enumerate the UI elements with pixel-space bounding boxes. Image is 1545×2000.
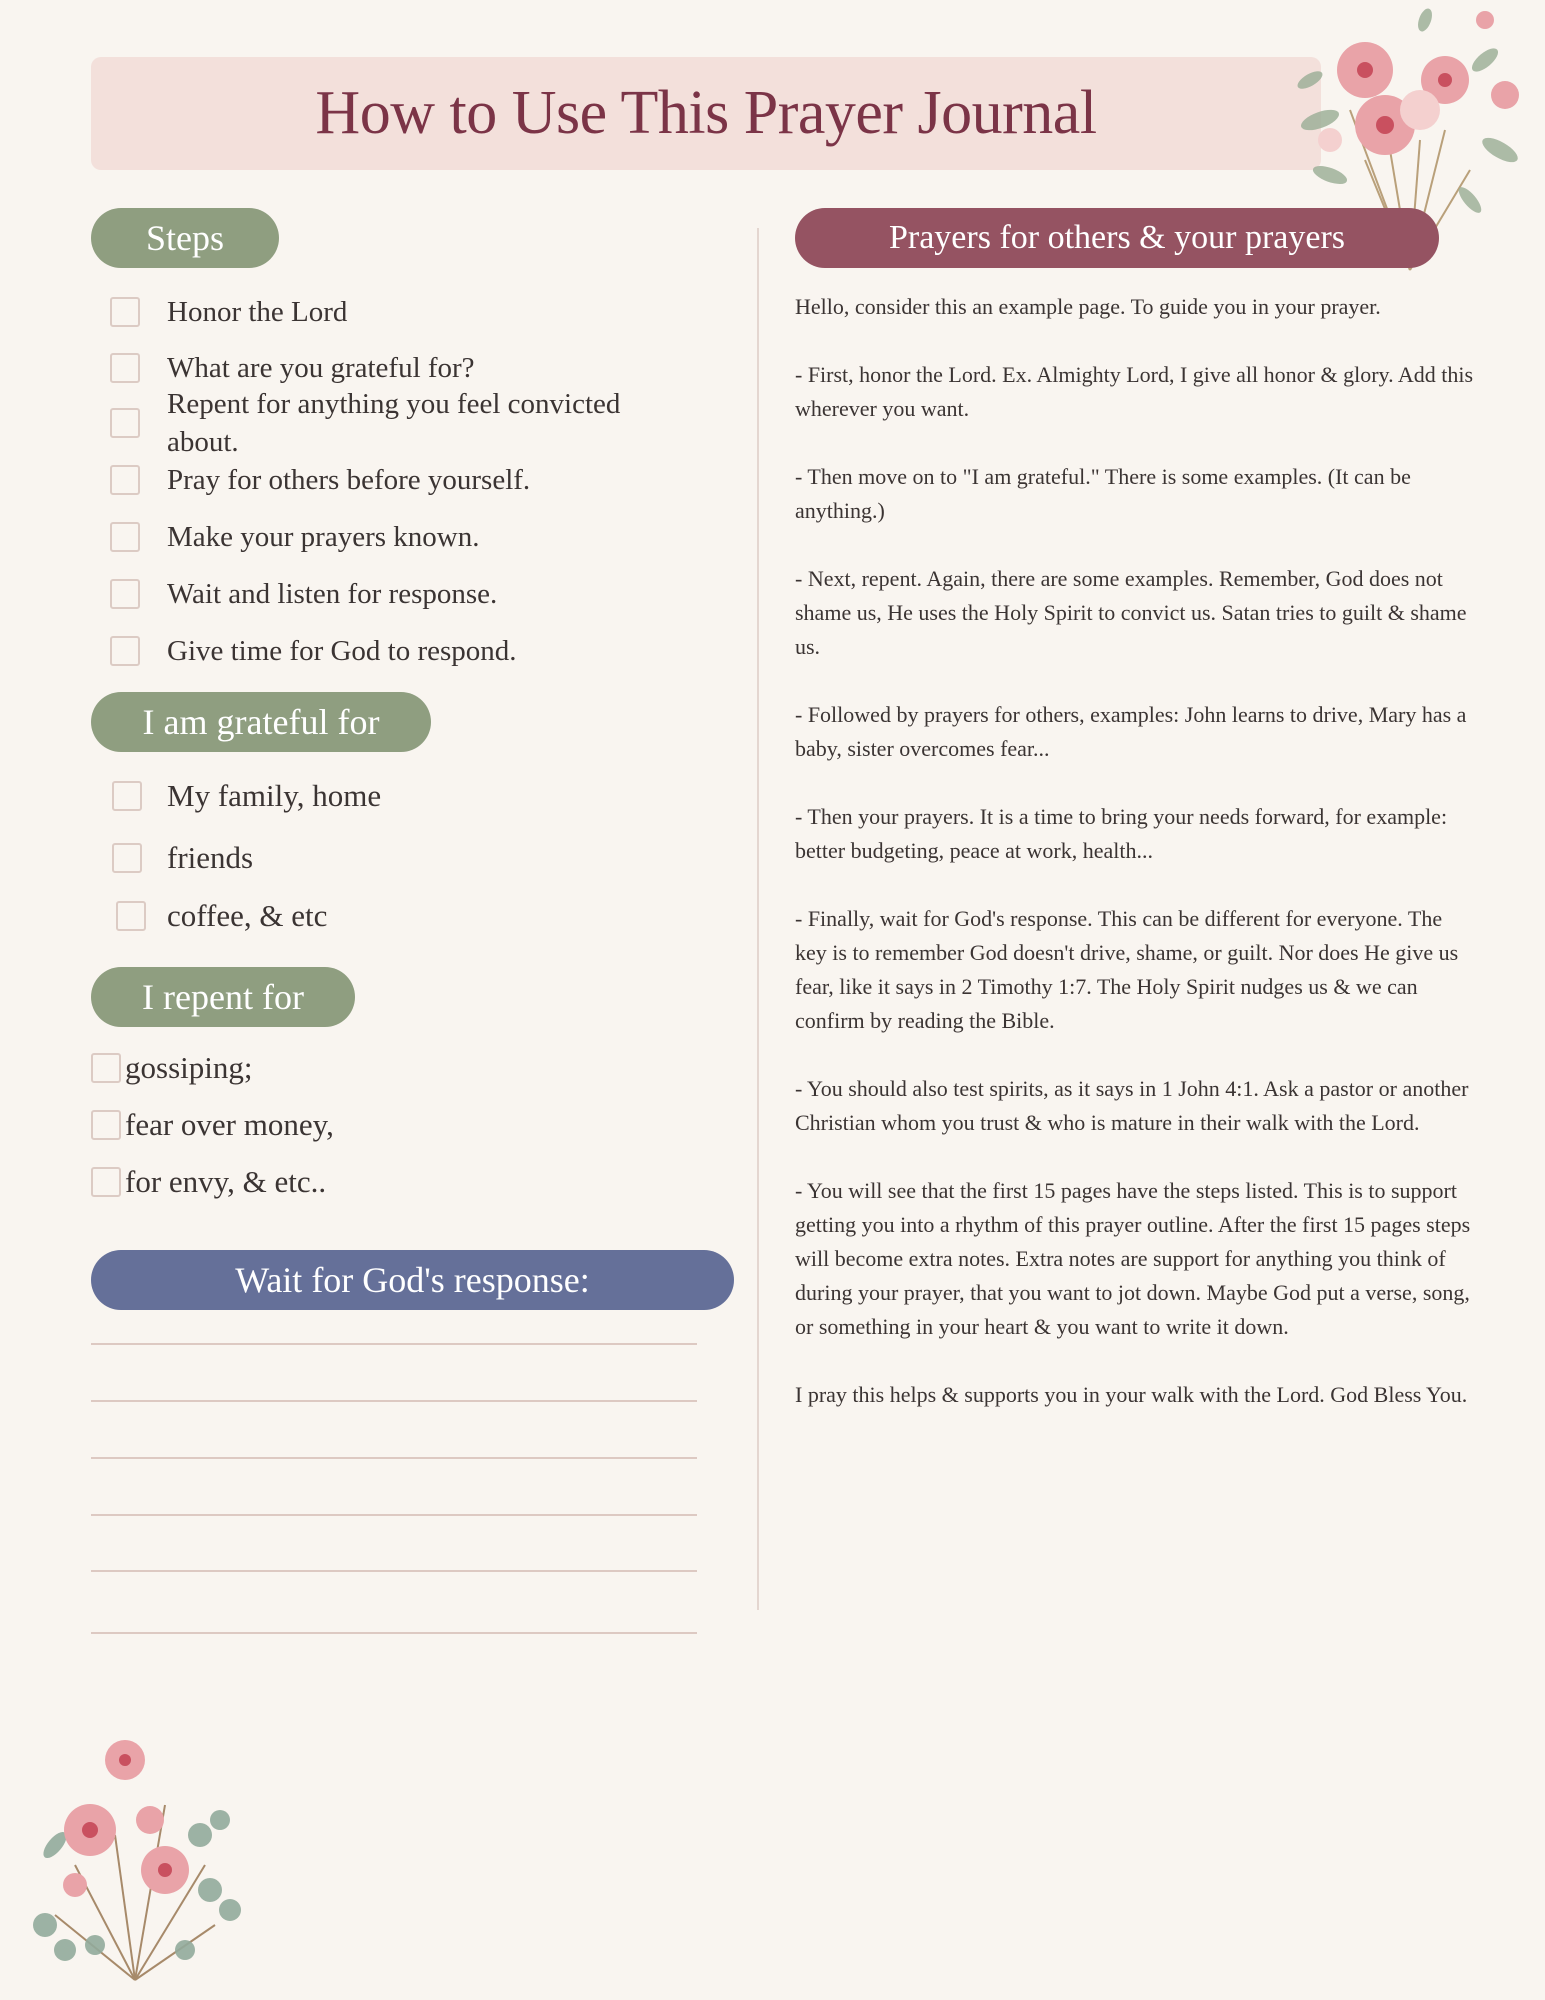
step-label: Repent for anything you feel convicted about. xyxy=(167,388,621,458)
writing-line[interactable] xyxy=(91,1457,697,1459)
instruction-paragraph: - Then move on to "I am grateful." There is some examples. (It can be anything.) xyxy=(795,464,1411,523)
grateful-item[interactable] xyxy=(112,839,253,877)
steps-heading-label: Steps xyxy=(145,218,224,258)
steps-heading xyxy=(91,208,279,268)
repent-item[interactable] xyxy=(91,1106,334,1144)
writing-line[interactable] xyxy=(91,1400,697,1402)
writing-line[interactable] xyxy=(91,1343,697,1345)
response-heading xyxy=(91,1250,734,1310)
checkbox[interactable] xyxy=(112,781,142,811)
writing-line[interactable] xyxy=(91,1514,697,1516)
grateful-heading xyxy=(91,692,431,752)
steps-item[interactable] xyxy=(110,575,497,613)
checkbox[interactable] xyxy=(110,465,140,495)
grateful-label: coffee, & etc xyxy=(167,898,328,933)
repent-item[interactable] xyxy=(91,1049,252,1087)
steps-item[interactable] xyxy=(110,632,517,670)
checkbox[interactable] xyxy=(110,636,140,666)
prayers-heading xyxy=(795,208,1439,268)
steps-item[interactable] xyxy=(110,349,475,387)
floral-sprig-icon xyxy=(15,1725,255,1985)
instruction-paragraph: - Finally, wait for God's response. This can be different for everyone. The key is to remember God doesn't drive, shame, or guilt. Nor does He give us fear, like it says in 2 Timothy 1:7. The Holy Spirit nudges us & we can confirm by reading the Bible. xyxy=(795,906,1459,1033)
checkbox[interactable] xyxy=(112,843,142,873)
checkbox[interactable] xyxy=(110,408,140,438)
steps-item[interactable] xyxy=(110,518,479,556)
checkbox[interactable] xyxy=(110,297,140,327)
checkbox[interactable] xyxy=(110,353,140,383)
grateful-item[interactable] xyxy=(112,777,381,815)
page-title: How to Use This Prayer Journal xyxy=(315,79,1097,147)
repent-label: fear over money, xyxy=(125,1107,334,1142)
checkbox[interactable] xyxy=(116,901,146,931)
title-banner xyxy=(91,57,1321,170)
instruction-paragraph: I pray this helps & supports you in your walk with the Lord. God Bless You. xyxy=(795,1382,1468,1407)
grateful-item[interactable] xyxy=(116,897,327,935)
writing-line[interactable] xyxy=(91,1632,697,1634)
instruction-paragraph: - Then your prayers. It is a time to bring your needs forward, for example: better budgeting, peace at work, health... xyxy=(795,804,1448,863)
step-label: Make your prayers known. xyxy=(167,521,480,553)
instruction-paragraph: Hello, consider this an example page. To guide you in your prayer. xyxy=(795,294,1381,319)
steps-item[interactable] xyxy=(110,385,667,461)
response-heading-label: Wait for God's response: xyxy=(235,1260,590,1300)
repent-label: for envy, & etc.. xyxy=(125,1164,327,1199)
instruction-paragraph: - Next, repent. Again, there are some examples. Remember, God does not shame us, He uses the Holy Spirit to convict us. Satan tries to guilt & shame us. xyxy=(795,566,1467,659)
checkbox[interactable] xyxy=(91,1110,121,1140)
instruction-paragraph: - First, honor the Lord. Ex. Almighty Lord, I give all honor & glory. Add this wherever you want. xyxy=(795,362,1474,421)
writing-line[interactable] xyxy=(91,1570,697,1572)
repent-heading xyxy=(91,967,355,1027)
checkbox[interactable] xyxy=(110,522,140,552)
instruction-paragraph: - You will see that the first 15 pages have the steps listed. This is to support getting you into a rhythm of this prayer outline. After the first 15 pages steps will become extra notes. Extra notes are support for anything you think of during your prayer, that you want to jot down. Maybe God put a verse, song, or something in your heart & you want to write it down. xyxy=(795,1178,1471,1339)
instruction-paragraph: - Followed by prayers for others, examples: John learns to drive, Mary has a baby, sister overcomes fear... xyxy=(795,702,1467,761)
steps-item[interactable] xyxy=(110,293,347,331)
grateful-heading-label: I am grateful for xyxy=(142,702,380,742)
step-label: Pray for others before yourself. xyxy=(167,464,531,496)
grateful-label: My family, home xyxy=(167,778,382,813)
step-label: Honor the Lord xyxy=(167,296,348,328)
repent-heading-label: I repent for xyxy=(142,977,304,1017)
grateful-label: friends xyxy=(167,840,254,875)
prayers-heading-label: Prayers for others & your prayers xyxy=(888,219,1346,256)
instruction-paragraph: - You should also test spirits, as it says in 1 John 4:1. Ask a pastor or another Christian whom you trust & who is mature in their walk with the Lord. xyxy=(795,1076,1469,1135)
checkbox[interactable] xyxy=(91,1167,121,1197)
column-divider xyxy=(757,228,759,1610)
instructions-text xyxy=(795,290,1475,1446)
repent-label: gossiping; xyxy=(125,1050,253,1085)
checkbox[interactable] xyxy=(110,579,140,609)
repent-item[interactable] xyxy=(91,1163,326,1201)
step-label: Wait and listen for response. xyxy=(167,578,498,610)
steps-item[interactable] xyxy=(110,461,530,499)
step-label: What are you grateful for? xyxy=(167,352,475,384)
checkbox[interactable] xyxy=(91,1053,121,1083)
step-label: Give time for God to respond. xyxy=(167,635,517,667)
